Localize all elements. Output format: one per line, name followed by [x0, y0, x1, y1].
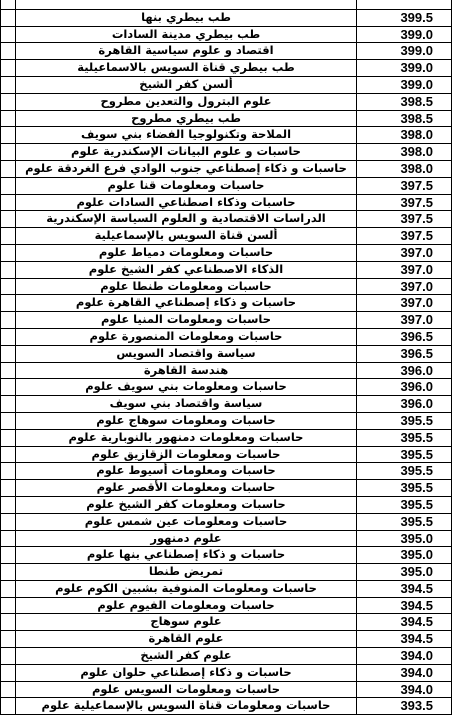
- score-cell: 394.0: [357, 681, 452, 698]
- score-cell: 398.0: [357, 144, 452, 161]
- table-row: [1, 194, 452, 211]
- table-row: [1, 261, 452, 278]
- table-row: [1, 530, 452, 547]
- faculty-name-cell: حاسبات وذكاء اصطناعي السادات علوم: [16, 194, 357, 211]
- score-cell: 396.5: [357, 345, 452, 362]
- row-gap-cell: [1, 93, 16, 110]
- score-cell: 395.0: [357, 564, 452, 581]
- table-row: [1, 177, 452, 194]
- row-gap-cell: [1, 9, 16, 26]
- score-cell: 399.0: [357, 26, 452, 43]
- row-gap-cell: [1, 76, 16, 93]
- table-row: [1, 362, 452, 379]
- row-gap-cell: [1, 429, 16, 446]
- score-cell: 396.0: [357, 362, 452, 379]
- row-gap-cell: [1, 244, 16, 261]
- row-gap-cell: [1, 60, 16, 77]
- table-row: [1, 547, 452, 564]
- row-gap-cell: [1, 110, 16, 127]
- faculty-name-cell: سياسة واقتصاد السويس: [16, 345, 357, 362]
- faculty-name-cell: حاسبات ومعلومات دمنهور بالنوبارية علوم: [16, 429, 357, 446]
- score-cell: 395.5: [357, 429, 452, 446]
- table-row: [1, 110, 452, 127]
- score-cell: 395.5: [357, 446, 452, 463]
- table-row: [1, 597, 452, 614]
- faculty-name-cell: حاسبات و ذكاء إصطناعي حلوان علوم: [16, 664, 357, 681]
- row-gap-cell: [1, 295, 16, 312]
- score-cell: 398.5: [357, 110, 452, 127]
- faculty-name-cell: حاسبات ومعلومات السويس علوم: [16, 681, 357, 698]
- row-gap-cell: [1, 228, 16, 245]
- faculty-name-cell: حاسبات ومعلومات أسيوط علوم: [16, 463, 357, 480]
- table-row: [1, 295, 452, 312]
- faculty-name-cell: طب بيطري مدينة السادات: [16, 26, 357, 43]
- faculty-name-cell: حاسبات و ذكاء إصطناعي القاهرة علوم: [16, 295, 357, 312]
- faculty-name-cell: حاسبات ومعلومات الأقصر علوم: [16, 480, 357, 497]
- faculty-name-cell: حاسبات ومعلومات المنوفية بشبين الكوم علوم: [16, 580, 357, 597]
- table-row: [1, 211, 452, 228]
- table-row: [1, 513, 452, 530]
- row-gap-cell: [1, 177, 16, 194]
- row-gap-cell: [1, 345, 16, 362]
- score-cell: 397.0: [357, 261, 452, 278]
- row-gap-cell: [1, 513, 16, 530]
- row-gap-cell: [1, 580, 16, 597]
- score-cell: 395.5: [357, 513, 452, 530]
- row-gap-cell: [1, 597, 16, 614]
- score-cell: 396.0: [357, 396, 452, 413]
- score-cell: 394.0: [357, 664, 452, 681]
- score-cell: 399.5: [357, 9, 452, 26]
- table-row: [1, 412, 452, 429]
- score-cell: 394.5: [357, 631, 452, 648]
- row-gap-cell: [1, 160, 16, 177]
- table-row: [1, 614, 452, 631]
- row-gap-cell: [1, 379, 16, 396]
- score-cell: 397.5: [357, 177, 452, 194]
- faculty-name-cell: حاسبات ومعلومات طنطا علوم: [16, 278, 357, 295]
- faculty-name-cell: علوم سوهاج: [16, 614, 357, 631]
- score-cell: 394.5: [357, 614, 452, 631]
- score-cell: 394.5: [357, 597, 452, 614]
- table-row: [1, 480, 452, 497]
- table-row: [1, 144, 452, 161]
- faculty-name-cell: الذكاء الاصطناعي كفر الشيخ علوم: [16, 261, 357, 278]
- faculty-name-cell: حاسبات ومعلومات الزقازيق علوم: [16, 446, 357, 463]
- faculty-name-cell: حاسبات ومعلومات عين شمس علوم: [16, 513, 357, 530]
- faculty-name-cell: حاسبات ومعلومات بني سويف علوم: [16, 379, 357, 396]
- score-cell: 395.5: [357, 412, 452, 429]
- faculty-name-cell: حاسبات ومعلومات الفيوم علوم: [16, 597, 357, 614]
- row-gap-cell: [1, 480, 16, 497]
- table-row: [1, 580, 452, 597]
- faculty-name-cell: حاسبات و ذكاء إصطناعي جنوب الوادي فرع الغردقة علوم: [16, 160, 357, 177]
- score-cell: 397.0: [357, 312, 452, 329]
- row-gap-cell: [1, 564, 16, 581]
- row-gap-cell: [1, 261, 16, 278]
- table-row: [1, 681, 452, 698]
- score-cell: 398.0: [357, 127, 452, 144]
- row-gap-cell: [1, 396, 16, 413]
- faculty-name-cell: طب بيطري بنها: [16, 9, 357, 26]
- faculty-name-cell: علوم القاهرة: [16, 631, 357, 648]
- faculty-name-cell: حاسبات ومعلومات قنا علوم: [16, 177, 357, 194]
- faculty-name-cell: سياسة واقتصاد بني سويف: [16, 396, 357, 413]
- row-gap-cell: [1, 312, 16, 329]
- score-cell: 395.0: [357, 530, 452, 547]
- score-cell: 394.5: [357, 580, 452, 597]
- score-cell: 398.5: [357, 93, 452, 110]
- row-gap-cell: [1, 631, 16, 648]
- table-row: [1, 43, 452, 60]
- table-row: [1, 328, 452, 345]
- table-row: [1, 664, 452, 681]
- score-cell: 398.0: [357, 160, 452, 177]
- faculty-name-cell: علوم كفر الشيخ: [16, 648, 357, 665]
- faculty-name-cell: ألسن قناة السويس بالإسماعيلية: [16, 228, 357, 245]
- faculty-name-cell: حاسبات ومعلومات سوهاج علوم: [16, 412, 357, 429]
- faculty-name-cell: اقتصاد و علوم سياسية القاهرة: [16, 43, 357, 60]
- table-row: [1, 698, 452, 715]
- score-cell: 397.5: [357, 194, 452, 211]
- table-row: [1, 312, 452, 329]
- row-gap-cell: [1, 547, 16, 564]
- score-cell: 393.5: [357, 698, 452, 715]
- score-cell: 395.5: [357, 463, 452, 480]
- table-row: [1, 446, 452, 463]
- score-cell: 396.0: [357, 379, 452, 396]
- table-row: [1, 631, 452, 648]
- table-row: [1, 76, 452, 93]
- faculty-name-cell: [16, 0, 357, 9]
- row-gap-cell: [1, 127, 16, 144]
- score-cell: 399.0: [357, 76, 452, 93]
- table-row: [1, 496, 452, 513]
- table-row: [1, 160, 452, 177]
- row-gap-cell: [1, 43, 16, 60]
- row-gap-cell: [1, 211, 16, 228]
- table-row: [1, 26, 452, 43]
- table-row: [1, 278, 452, 295]
- table-row: [1, 463, 452, 480]
- score-cell: 397.5: [357, 228, 452, 245]
- row-gap-cell: [1, 26, 16, 43]
- results-table-body: [1, 0, 452, 715]
- faculty-name-cell: حاسبات ومعلومات دمياط علوم: [16, 244, 357, 261]
- row-gap-cell: [1, 698, 16, 715]
- row-gap-cell: [1, 530, 16, 547]
- row-gap-cell: [1, 194, 16, 211]
- table-row: [1, 564, 452, 581]
- score-cell: 399.0: [357, 60, 452, 77]
- score-cell: 395.5: [357, 496, 452, 513]
- table-row: [1, 429, 452, 446]
- table-row: [1, 60, 452, 77]
- score-cell: 394.0: [357, 648, 452, 665]
- faculty-name-cell: علوم دمنهور: [16, 530, 357, 547]
- faculty-name-cell: الملاحة وتكنولوجيا الفضاء بني سويف: [16, 127, 357, 144]
- faculty-name-cell: حاسبات ومعلومات المنصورة علوم: [16, 328, 357, 345]
- row-gap-cell: [1, 362, 16, 379]
- row-gap-cell: [1, 496, 16, 513]
- table-row: [1, 648, 452, 665]
- row-gap-cell: [1, 446, 16, 463]
- faculty-name-cell: حاسبات ومعلومات كفر الشيخ علوم: [16, 496, 357, 513]
- table-row: [1, 93, 452, 110]
- score-cell: 397.5: [357, 211, 452, 228]
- table-row: [1, 127, 452, 144]
- table-row: [1, 244, 452, 261]
- score-cell: 397.0: [357, 295, 452, 312]
- score-cell: 399.0: [357, 43, 452, 60]
- score-cell: 395.0: [357, 547, 452, 564]
- faculty-name-cell: حاسبات و علوم البيانات الإسكندرية علوم: [16, 144, 357, 161]
- table-row: [1, 9, 452, 26]
- faculty-name-cell: حاسبات و ذكاء إصطناعي بنها علوم: [16, 547, 357, 564]
- faculty-name-cell: تمريض طنطا: [16, 564, 357, 581]
- row-gap-cell: [1, 463, 16, 480]
- table-row: [1, 0, 452, 9]
- score-cell: 396.5: [357, 328, 452, 345]
- score-cell: 397.0: [357, 244, 452, 261]
- score-cell: 397.0: [357, 278, 452, 295]
- row-gap-cell: [1, 144, 16, 161]
- faculty-name-cell: طب بيطري مطروح: [16, 110, 357, 127]
- faculty-name-cell: الدراسات الاقتصادية و العلوم السياسة الإسكندرية: [16, 211, 357, 228]
- table-row: [1, 396, 452, 413]
- table-row: [1, 345, 452, 362]
- row-gap-cell: [1, 664, 16, 681]
- faculty-name-cell: علوم البترول والتعدين مطروح: [16, 93, 357, 110]
- row-gap-cell: [1, 681, 16, 698]
- row-gap-cell: [1, 412, 16, 429]
- score-cell: 395.5: [357, 480, 452, 497]
- score-cell: [357, 0, 452, 9]
- faculty-name-cell: حاسبات ومعلومات المنيا علوم: [16, 312, 357, 329]
- faculty-name-cell: ألسن كفر الشيخ: [16, 76, 357, 93]
- row-gap-cell: [1, 648, 16, 665]
- faculty-name-cell: هندسة القاهرة: [16, 362, 357, 379]
- faculty-name-cell: حاسبات ومعلومات قناة السويس بالإسماعيلية علوم: [16, 698, 357, 715]
- row-gap-cell: [1, 278, 16, 295]
- table-row: [1, 379, 452, 396]
- faculty-name-cell: طب بيطري قناة السويس بالاسماعيلية: [16, 60, 357, 77]
- row-gap-cell: [1, 0, 16, 9]
- table-row: [1, 228, 452, 245]
- row-gap-cell: [1, 614, 16, 631]
- row-gap-cell: [1, 328, 16, 345]
